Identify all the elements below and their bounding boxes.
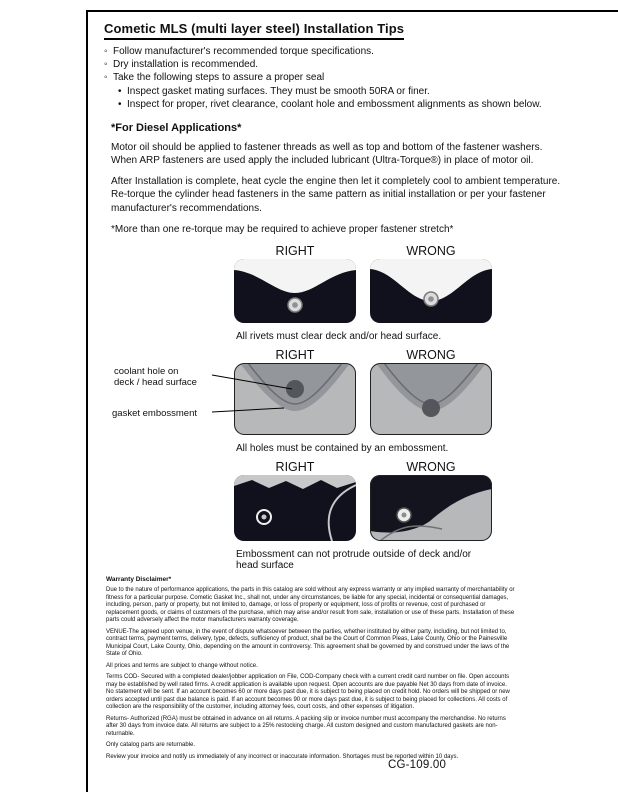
right-label: RIGHT <box>275 347 315 362</box>
right-label: RIGHT <box>275 243 315 258</box>
rivet-right-diagram <box>234 259 356 323</box>
wrong-column <box>370 244 492 328</box>
diesel-paragraph-2: After Installation is complete, heat cycle the engine then let it completely cool to ambient temperature. Re-torque the cylinder head fasteners in the same pattern as initial installation or per your fastener manufacturer's recommendations. <box>111 175 561 214</box>
legal-paragraph: Due to the nature of performance applications, the parts in this catalog are sold without any express warranty or any implied warranty of merchantability or fitness for a particular purpose. Cometic Gasket Inc., shall not, under any circumstances, be liable for any special, incidental or consequential damages, including, person, party or property, but not limited to, damage, or loss of property or equipment, loss of profits or revenue, cost of purchased or replacement goods, or claims of customers of the purchase, which may arise and/or result from sale, installation or use of these parts. Installation of these parts could adversely affect the motor manufacturers warranty coverage. <box>106 587 515 623</box>
filled-bullet-icon: • <box>118 85 122 97</box>
legal-paragraph: Only catalog parts are returnable. <box>106 742 196 748</box>
warranty-heading: Warranty Disclaimer* <box>106 576 172 583</box>
legal-paragraph: VENUE-The agreed upon venue, in the event of dispute whatsoever between the parties, whether instituted by either party, including, but not limited to, contract terms, payment terms, delivery, type, defects, sufficiency of product, shall be the Court of Common Pleas, Lake County, Ohio or the Painesville Municipal Court, Lake County, Ohio, depending on the amount in controversy. This agreement shall be governed by and construed under the laws of the State of Ohio. <box>106 628 510 657</box>
tips-list <box>104 45 574 85</box>
diagram-row-protrusion <box>234 460 492 546</box>
tip-text: Take the following steps to assure a proper seal <box>113 72 325 84</box>
tip-item <box>104 45 574 58</box>
sub-tips-list <box>118 85 574 111</box>
left-rule <box>86 10 88 792</box>
page-number: CG-109.00 <box>388 759 447 771</box>
right-column <box>234 348 356 440</box>
coolant-hole <box>286 380 304 398</box>
diesel-applications-heading: *For Diesel Applications* <box>111 121 242 134</box>
protrusion-right-diagram <box>234 475 356 541</box>
legal-paragraph: Review your invoice and notify us immediately of any incorrect or inaccurate information. Shortages must be reported within 10 days. <box>106 753 459 760</box>
right-column <box>234 460 356 546</box>
legal-paragraph: Terms COD- Secured with a completed dealer/jobber application on File, COD-Company check with a current credit card number on file. Open accounts may be established by well rated firms. A credit application is available upon request. Open accounts are due payable Net 30 days from date of invoice. No statement will be sent. If an account becomes 60 or more days past due, it is subject to being placed on credit hold. No orders will be shipped or new orders accepted until past due balance is paid. If an account becomes 90 or more days past due, it is subject to being placed for collections. All costs of collection are the responsibility of the customer, including attorney fees, court costs, and other expenses of litigation. <box>106 674 510 710</box>
rivet-caption: All rivets must clear deck and/or head surface. <box>236 330 442 342</box>
coolant-hole-label: coolant hole on deck / head surface <box>114 365 197 389</box>
open-bullet-icon: ◦ <box>104 72 108 84</box>
retorque-note: *More than one re-torque may be required to achieve proper fastener stretch* <box>111 223 454 235</box>
diagram-section <box>112 243 492 571</box>
diagram-row-rivets <box>234 244 492 328</box>
open-bullet-icon: ◦ <box>104 46 108 57</box>
sub-tip-item <box>118 98 574 111</box>
coolant-hole <box>422 399 440 417</box>
tip-text: Dry installation is recommended. <box>113 59 259 71</box>
wrong-label: WRONG <box>406 243 456 258</box>
legal-paragraph: All prices and terms are subject to change without notice. <box>106 662 258 669</box>
wrong-column <box>370 460 492 546</box>
diesel-paragraph-1: Motor oil should be applied to fastener threads as well as top and bottom of the fastener washers. When ARP fasteners are used apply the included lubricant (Ultra-Torque®) in place of motor oil. <box>111 141 543 167</box>
right-column <box>234 244 356 328</box>
wrong-column <box>370 348 492 440</box>
tip-item <box>104 58 574 71</box>
wrong-label: WRONG <box>406 459 456 474</box>
filled-bullet-icon: • <box>118 98 122 110</box>
protrusion-caption: Embossment can not protrude outside of deck and/or head surface <box>236 548 472 571</box>
legal-paragraph: Returns- Authorized (RGA) must be obtained in advance on all returns. A packing slip or invoice number must accompany the merchandise. No returns after 30 days from invoice date. All returns are subject to a 25% restocking charge. All custom designed and custom manufactured gaskets are non-returnable. <box>106 715 506 737</box>
embossment-right-diagram <box>234 363 356 435</box>
holes-caption: All holes must be contained by an embossment. <box>236 442 449 454</box>
sub-tip-text: Inspect for proper, rivet clearance, coolant hole and embossment alignments as shown below. <box>127 98 542 110</box>
tip-item <box>104 71 574 84</box>
sub-tip-text: Inspect gasket mating surfaces. They must be smooth 50RA or finer. <box>127 85 430 97</box>
protrusion-wrong-diagram <box>370 475 492 541</box>
warranty-disclaimer <box>106 576 516 765</box>
sub-tip-item <box>118 85 574 98</box>
tip-text: Follow manufacturer's recommended torque specifications. <box>113 46 374 57</box>
right-label: RIGHT <box>275 459 315 474</box>
page-title: Cometic MLS (multi layer steel) Installation Tips <box>104 21 404 40</box>
open-bullet-icon: ◦ <box>104 59 108 71</box>
gasket-embossment-label: gasket embossment <box>112 407 198 419</box>
diagram-row-holes <box>112 347 492 440</box>
wrong-label: WRONG <box>406 347 456 362</box>
top-rule <box>86 10 618 12</box>
main-content <box>104 20 574 577</box>
embossment-wrong-diagram <box>370 363 492 435</box>
rivet-wrong-diagram <box>370 259 492 323</box>
